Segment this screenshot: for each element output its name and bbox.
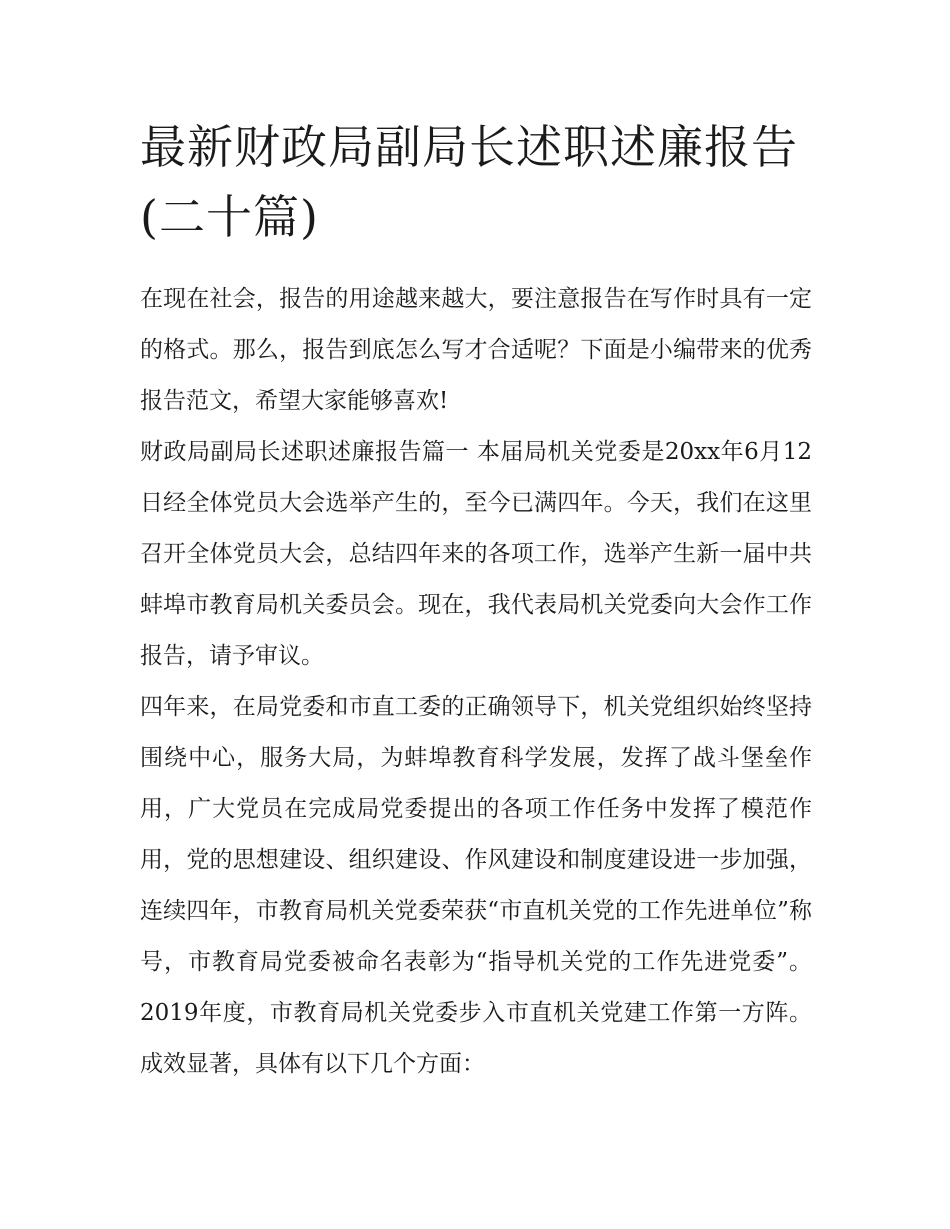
document-title: 最新财政局副局长述职述廉报告(二十篇) bbox=[140, 120, 798, 244]
paragraph-report-opening: 财政局副局长述职述廉报告篇一 本届局机关党委是20xx年6月12日经全体党员大会选举产生的，至今已满四年。今天，我们在这里召开全体党员大会，总结四年来的各项工作，选举产生新一届中共蚌埠市教育局机关委员会。现在，我代表局机关党委向大会作工作报告，请予审议。 bbox=[140, 439, 812, 669]
paragraph-achievements: 四年来，在局党委和市直工委的正确领导下，机关党组织始终坚持围绕中心，服务大局，为蚌埠教育科学发展，发挥了战斗堡垒作用，广大党员在完成局党委提出的各项工作任务中发挥了模范作用，党的思想建设、组织建设、作风建设和制度建设进一步加强，连续四年，市教育局机关党委荣获“市直机关党的工作先进单位”称号，市教育局党委被命名表彰为“指导机关党的工作先进党委”。2019年度，市教育局机关党委步入市直机关党建工作第一方阵。成效显著，具体有以下几个方面： bbox=[140, 694, 812, 1077]
document-body bbox=[140, 112, 812, 1090]
paragraph-intro: 在现在社会，报告的用途越来越大，要注意报告在写作时具有一定的格式。那么，报告到底怎么写才合适呢？下面是小编带来的优秀报告范文，希望大家能够喜欢! bbox=[140, 286, 812, 414]
